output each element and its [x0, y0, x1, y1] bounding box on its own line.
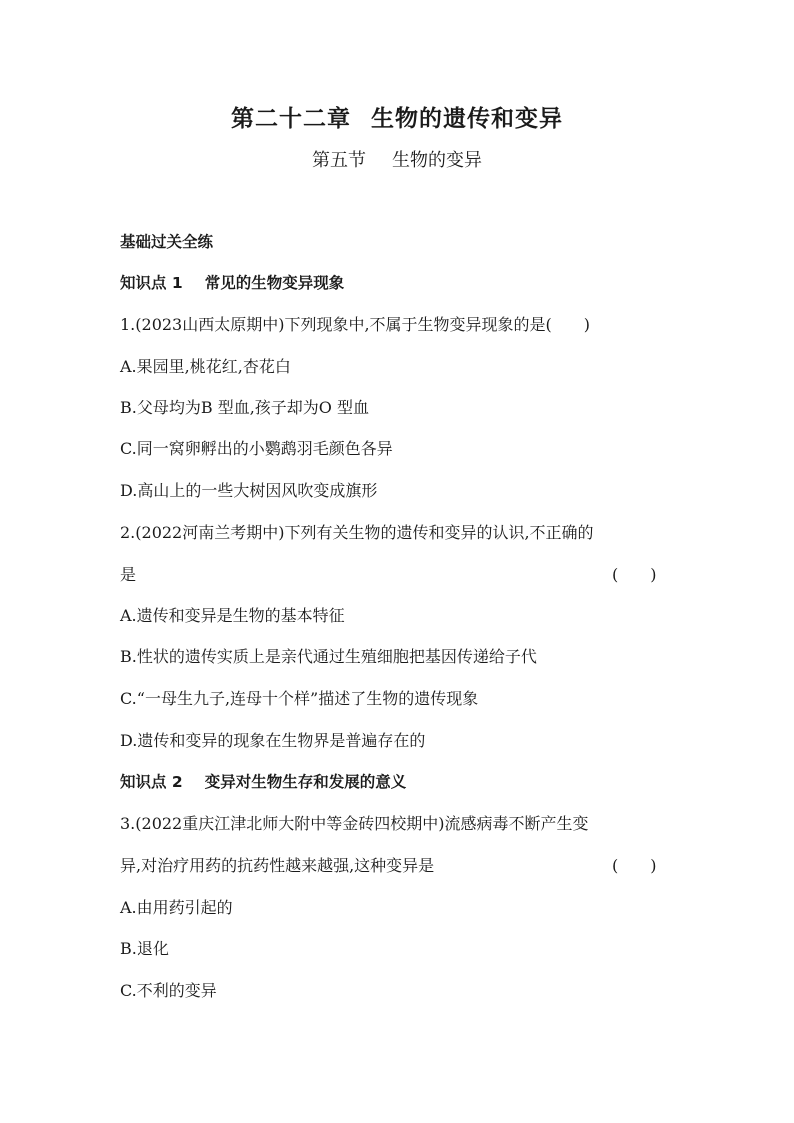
question-2-stem-line-2: 是 — [120, 565, 137, 584]
question-3-stem-line-1: 3.(2022重庆江津北师大附中等金砖四校期中)流感病毒不断产生变 — [120, 814, 589, 833]
question-1-option-d: D.高山上的一些大树因风吹变成旗形 — [120, 481, 378, 500]
section-subject: 生物的变异 — [392, 150, 482, 171]
question-3-option-a: A.由用药引起的 — [120, 898, 233, 917]
knowledge-point-title: 变异对生物生存和发展的意义 — [204, 773, 407, 791]
question-1-stem: 1.(2023山西太原期中)下列现象中,不属于生物变异现象的是( ) — [120, 315, 591, 334]
chapter-subject: 生物的遗传和变异 — [371, 106, 563, 132]
knowledge-point-2-heading — [120, 771, 680, 793]
question-3-stem-line-2: 异,对治疗用药的抗药性越来越强,这种变异是 — [120, 856, 435, 875]
knowledge-point-title: 常见的生物变异现象 — [204, 274, 345, 292]
chapter-title — [0, 100, 794, 133]
question-2-option-c: C.“一母生九子,连母十个样”描述了生物的遗传现象 — [120, 689, 479, 708]
question-2-option-d: D.遗传和变异的现象在生物界是普遍存在的 — [120, 731, 426, 750]
question-1-option-a: A.果园里,桃花红,杏花白 — [120, 357, 291, 376]
question-2-option-a: A.遗传和变异是生物的基本特征 — [120, 606, 345, 625]
knowledge-point-label: 知识点 1 — [120, 274, 183, 292]
question-2-option-b: B.性状的遗传实质上是亲代通过生殖细胞把基因传递给子代 — [120, 647, 537, 666]
question-1-option-c: C.同一窝卵孵出的小鹦鹉羽毛颜色各异 — [120, 439, 393, 458]
chapter-number: 第二十二章 — [231, 106, 351, 132]
knowledge-point-label: 知识点 2 — [120, 773, 183, 791]
question-3-option-b: B.退化 — [120, 939, 169, 958]
knowledge-point-1-heading — [120, 272, 680, 294]
section-number: 第五节 — [312, 150, 366, 171]
section-title — [0, 146, 794, 172]
question-2-answer-blank: ( ) — [612, 565, 657, 584]
practice-title: 基础过关全练 — [120, 233, 214, 251]
question-3-option-c: C.不利的变异 — [120, 981, 217, 1000]
question-2-stem-line-1: 2.(2022河南兰考期中)下列有关生物的遗传和变异的认识,不正确的 — [120, 523, 594, 542]
question-3-answer-blank: ( ) — [612, 856, 657, 875]
question-1-option-b: B.父母均为B 型血,孩子却为O 型血 — [120, 398, 369, 417]
